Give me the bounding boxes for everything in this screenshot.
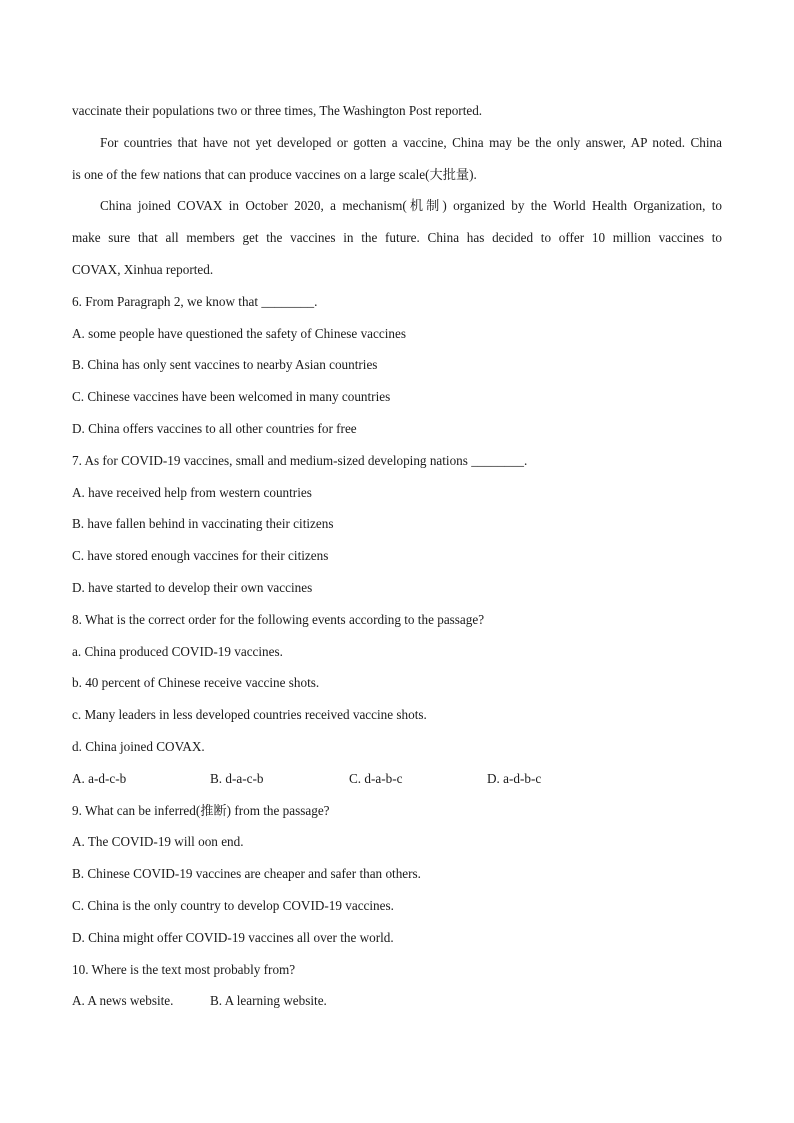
option-6a: A. some people have questioned the safety of Chinese vaccines [72,325,406,341]
passage-line: COVAX, Xinhua reported. [72,261,214,277]
question-stem-8: 8. What is the correct order for the following events according to the passage? [72,611,485,627]
options-row-8 [72,768,722,800]
option-8b: B. d-a-c-b [210,770,264,786]
passage-line: is one of the few nations that can produce vaccines on a large scale(大批量). [72,166,477,182]
event-8d: d. China joined COVAX. [72,738,205,754]
question-stem-7: 7. As for COVID-19 vaccines, small and medium-sized developing nations ________. [72,452,528,468]
passage-line: vaccinate their populations two or three times, The Washington Post reported. [72,103,483,118]
document-page [72,100,722,1022]
option-6d: D. China offers vaccines to all other countries for free [72,420,357,436]
event-8c: c. Many leaders in less developed countries received vaccine shots. [72,707,427,723]
option-9a: A. The COVID-19 will oon end. [72,834,244,850]
option-8d: D. a-d-b-c [487,770,542,786]
event-8a: a. China produced COVID-19 vaccines. [72,643,283,659]
event-8b: b. 40 percent of Chinese receive vaccine shots. [72,675,320,691]
option-6b: B. China has only sent vaccines to nearby Asian countries [72,357,378,373]
question-stem-10: 10. Where is the text most probably from? [72,961,296,977]
option-7b: B. have fallen behind in vaccinating their citizens [72,516,334,532]
option-7c: C. have stored enough vaccines for their citizens [72,548,329,564]
option-10b: B. A learning website. [210,993,327,1009]
option-7d: D. have started to develop their own vaccines [72,579,313,595]
option-8c: C. d-a-b-c [349,770,403,786]
passage-line: For countries that have not yet developed or gotten a vaccine, China may be the only answer, AP noted. China [100,134,722,150]
option-9c: C. China is the only country to develop COVID-19 vaccines. [72,897,394,913]
option-6c: C. Chinese vaccines have been welcomed in many countries [72,389,391,405]
options-row-10 [72,990,722,1022]
option-10a: A. A news website. [72,993,174,1009]
option-9d: D. China might offer COVID-19 vaccines all over the world. [72,929,394,945]
passage-line: China joined COVAX in October 2020, a mechanism(机制) organized by the World Health Organization, to [100,198,722,214]
question-stem-6: 6. From Paragraph 2, we know that ________. [72,293,318,309]
option-7a: A. have received help from western countries [72,484,312,500]
option-8a: A. a-d-c-b [72,770,127,786]
question-stem-9: 9. What can be inferred(推断) from the passage? [72,802,330,818]
option-9b: B. Chinese COVID-19 vaccines are cheaper and safer than others. [72,866,421,882]
passage-line: make sure that all members get the vaccines in the future. China has decided to offer 10 million vaccines to [72,230,722,246]
